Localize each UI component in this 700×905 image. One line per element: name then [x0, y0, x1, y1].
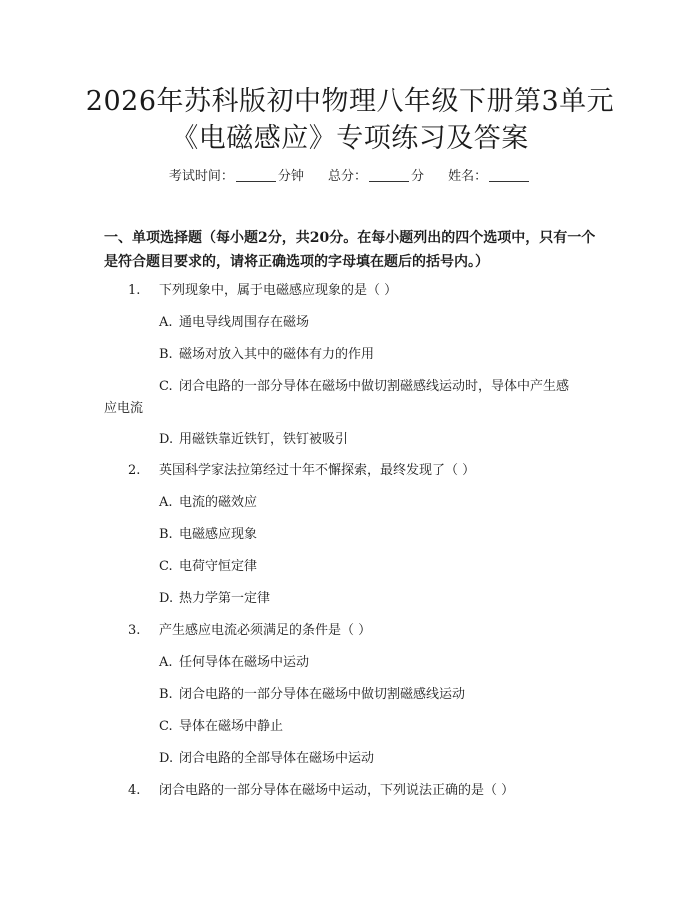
- option-letter: B.: [159, 527, 173, 542]
- document-title-line-2: 《电磁感应》专项练习及答案: [171, 123, 529, 154]
- document-title-line-1: 2026年苏科版初中物理八年级下册第3单元: [85, 86, 615, 117]
- question-number: 1.: [128, 283, 141, 298]
- option-text: 闭合电路的一部分导体在磁场中做切割磁感线运动时，导体中产生感: [179, 379, 570, 394]
- exam-info-row: [0, 167, 700, 187]
- student-name-blank: [489, 169, 529, 182]
- exam-time-blank: [236, 169, 276, 182]
- option-text: 电磁感应现象: [179, 527, 258, 542]
- option-text: 电流的磁效应: [179, 495, 258, 510]
- question-text: 下列现象中，属于电磁感应现象的是（ ）: [159, 283, 398, 298]
- option-letter: D.: [159, 432, 174, 447]
- option-letter: C.: [159, 719, 173, 734]
- option-letter: D.: [159, 591, 174, 606]
- exam-time-label: 考试时间：: [168, 169, 234, 184]
- option-text: 用磁铁靠近铁钉，铁钉被吸引: [179, 432, 349, 447]
- exam-time-field: [169, 167, 304, 187]
- option-letter: C.: [159, 559, 173, 574]
- question-number: 2.: [128, 463, 141, 478]
- option-text-continued: 应电流: [104, 401, 144, 416]
- option-text: 磁场对放入其中的磁体有力的作用: [179, 347, 375, 362]
- total-score-blank: [369, 169, 409, 182]
- option-letter: B.: [159, 687, 173, 702]
- option-letter: A.: [159, 315, 173, 330]
- question-text: 闭合电路的一部分导体在磁场中运动，下列说法正确的是（ ）: [159, 783, 515, 798]
- question-text: 英国科学家法拉第经过十年不懈探索，最终发现了（ ）: [159, 463, 476, 478]
- option-letter: B.: [159, 347, 173, 362]
- option-text: 闭合电路的一部分导体在磁场中做切割磁感线运动: [179, 687, 466, 702]
- question-number: 3.: [128, 623, 141, 638]
- question-number: 4.: [128, 783, 141, 798]
- option-letter: A.: [159, 495, 173, 510]
- total-score-label: 总分：: [327, 169, 367, 184]
- option-text: 电荷守恒定律: [179, 559, 258, 574]
- option-text: 热力学第一定律: [179, 591, 271, 606]
- option-letter: D.: [159, 751, 174, 766]
- exam-time-unit: 分钟: [277, 169, 304, 184]
- student-name-label: 姓名：: [448, 169, 488, 184]
- total-score-unit: 分: [411, 169, 425, 184]
- option-text: 通电导线周围存在磁场: [179, 315, 310, 330]
- option-text: 任何导体在磁场中运动: [179, 655, 310, 670]
- section-heading-line-1: 一、单项选择题（每小题2分，共20分。在每小题列出的四个选项中，只有一个: [104, 230, 596, 246]
- student-name-field: [448, 167, 531, 187]
- option-text: 导体在磁场中静止: [179, 719, 284, 734]
- section-heading: [104, 226, 604, 274]
- question-text: 产生感应电流必须满足的条件是（ ）: [159, 623, 372, 638]
- option-letter: C.: [159, 379, 173, 394]
- section-heading-line-2: 是符合题目要求的，请将正确选项的字母填在题后的括号内。）: [104, 254, 489, 270]
- option-letter: A.: [159, 655, 173, 670]
- option-text: 闭合电路的全部导体在磁场中运动: [179, 751, 375, 766]
- total-score-field: [328, 167, 424, 187]
